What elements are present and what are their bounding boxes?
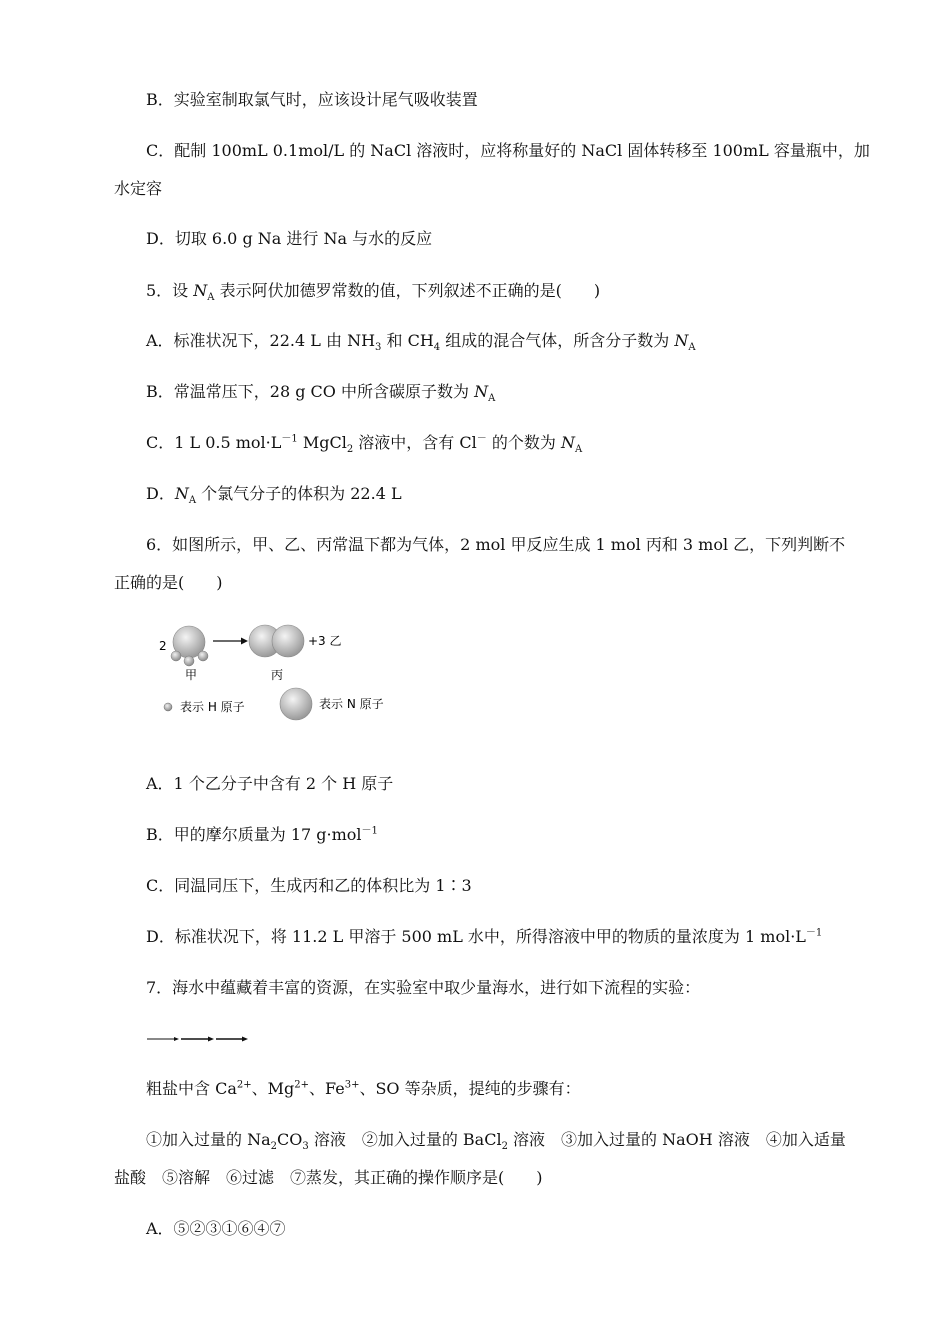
q7-option-a: A．⑤②③①⑥④⑦	[146, 1219, 286, 1238]
q6-stem-line1: 6．如图所示，甲、乙、丙常温下都为气体，2 mol 甲反应生成 1 mol 丙和 3 mol 乙，下列判断不	[146, 535, 846, 554]
reaction-arrow	[213, 638, 248, 645]
q5-stem: 5．设 $N_A$ 表示阿伏加德罗常数的值，下列叙述不正确的是( )	[146, 281, 601, 304]
q5-option-b: B．常温常压下，28 g CO 中所含碳原子数为 $N_A$	[146, 382, 496, 405]
jia-label: 甲	[185, 668, 198, 682]
q7-steps-line2: 盐酸 ⑤溶解 ⑥过滤 ⑦蒸发，其正确的操作顺序是( )	[114, 1168, 543, 1187]
nh3-molecule	[171, 626, 208, 666]
plus-yi-label: +3 乙	[308, 634, 342, 648]
q7-stem: 7．海水中蕴藏着丰富的资源，在实验室中取少量海水，进行如下流程的实验：	[146, 978, 701, 997]
legend-h-label: 表示 H 原子	[180, 700, 245, 714]
q4-option-d: D．切取 6.0 g Na 进行 Na 与水的反应	[146, 229, 433, 248]
n-atom-legend-icon	[280, 688, 312, 720]
q5-option-a: A．标准状况下，22.4 L 由 $NH_3$ 和 $CH_4$ 组成的混合气体，所含分子数为 $N_A$	[146, 331, 696, 354]
q4-option-b: B．实验室制取氯气时，应该设计尾气吸收装置	[146, 90, 478, 109]
flow-arrows	[146, 1028, 256, 1048]
n-atom	[272, 625, 304, 657]
q4-option-c-line1: C．配制 100mL 0.1mol/L 的 NaCl 溶液时，应将称量好的 NaCl 固体转移至 100mL 容量瓶中，加	[146, 141, 870, 160]
q7-steps-line1: ①加入过量的 $Na_2CO_3$ 溶液 ②加入过量的 BaCl$_2$ 溶液 ③加入过量的 NaOH 溶液 ④加入适量	[146, 1130, 846, 1153]
q6-option-d: D．标准状况下，将 11.2 L 甲溶于 500 mL 水中，所得溶液中甲的物质的量浓度为 1 $mol\cdot L^{-1}$	[146, 927, 823, 946]
molecule-diagram	[150, 615, 410, 725]
h-atom	[184, 656, 194, 666]
h-atom	[171, 651, 181, 661]
q6-stem-line2: 正确的是( )	[114, 573, 223, 592]
q4-option-c-line2: 水定容	[114, 179, 163, 198]
n2-molecule	[249, 625, 304, 657]
h-atom	[198, 651, 208, 661]
q6-option-a: A．1 个乙分子中含有 2 个 H 原子	[146, 774, 394, 793]
q5-option-c: C．1 L 0.5 $mol\cdot L^{-1}$ MgCl$_2$ 溶液中，含有 Cl－ 的个数为 $N_A$	[146, 433, 583, 456]
coefficient-label: 2	[159, 639, 167, 653]
legend-n-label: 表示 N 原子	[319, 697, 384, 711]
h-atom-legend-icon	[164, 703, 172, 711]
q5-option-d: D．$N_A$ 个氯气分子的体积为 22.4 L	[146, 484, 402, 507]
q6-option-b: B．甲的摩尔质量为 17 g·mol$^{-1}$	[146, 825, 378, 844]
q6-option-c: C．同温同压下，生成丙和乙的体积比为 1∶3	[146, 876, 472, 895]
q7-impurities: 粗盐中含 $Ca^{2+}$、$Mg^{2+}$、$Fe^{3+}$、SO 等杂质，提纯的步骤有：	[146, 1079, 581, 1098]
bing-label: 丙	[271, 668, 284, 682]
